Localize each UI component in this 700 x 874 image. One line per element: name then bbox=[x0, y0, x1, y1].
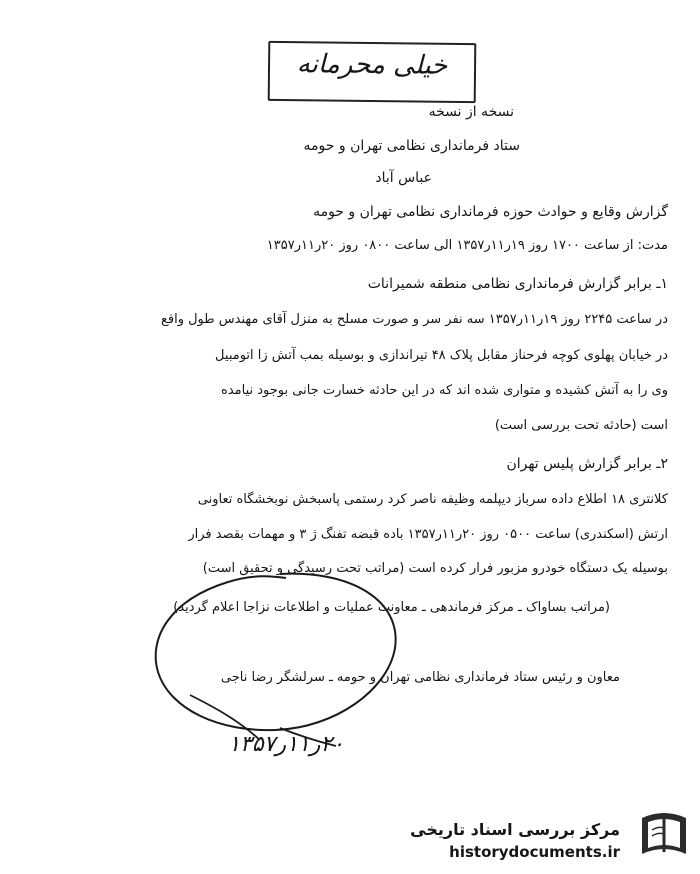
book-logo-icon bbox=[636, 808, 692, 864]
section-2-line: کلانتری ۱۸ اطلاع داده سرباز دیپلمه وظیفه ناصر کرد رستمی پاسبخش نوبخشگاه تعاونی bbox=[197, 492, 668, 507]
section-1-line: است (حادثه تحت بررسی است) bbox=[494, 418, 668, 433]
section-1-line: در ساعت ۲۲۴۵ روز ۱۹ر۱۱ر۱۳۵۷ سه نفر سر و صورت مسلح به منزل آقای مهندس طول واقع bbox=[160, 312, 668, 327]
classification-stamp bbox=[268, 41, 477, 103]
section-2-title: ۲ـ برابر گزارش پلیس تهران bbox=[506, 456, 668, 472]
classification-text: خیلی محرمانه bbox=[296, 49, 448, 81]
section-1-line: در خیابان پهلوی کوچه فرحناز مقابل پلاک ۴۸ تیراندازی و بوسیله بمب آتش زا اتومبیل bbox=[215, 348, 668, 363]
section-2-line: بوسیله یک دستگاه خودرو مزبور فرار کرده است (مراتب تحت رسیدگی و تحقیق است) bbox=[202, 561, 668, 576]
signature-scribble bbox=[130, 560, 430, 750]
brand-url: historydocuments.ir bbox=[449, 843, 620, 861]
subject-line: گزارش وقایع و حوادث حوزه فرمانداری نظامی تهران و حومه bbox=[313, 204, 668, 220]
signature-line: معاون و رئیس ستاد فرمانداری نظامی تهران و حومه ـ سرلشگر رضا ناجی bbox=[220, 670, 620, 685]
section-2-line: ارتش (اسکندری) ساعت ۰۵۰۰ روز ۲۰ر۱۱ر۱۳۵۷ باده قبضه تفنگ ژ ۳ و مهمات بقصد فرار bbox=[188, 527, 668, 542]
section-1-line: وی را به آتش کشیده و متواری شده اند که در این حادثه خسارت جانی بوجود نیامده bbox=[221, 383, 668, 398]
period-line: مدت: از ساعت ۱۷۰۰ روز ۱۹ر۱۱ر۱۳۵۷ الی ساعت ۰۸۰۰ روز ۲۰ر۱۱ر۱۳۵۷ bbox=[266, 238, 668, 253]
addressee-line: عباس آباد bbox=[375, 170, 432, 186]
copy-line: نسخه از نسخه bbox=[428, 104, 514, 120]
section-1-title: ۱ـ برابر گزارش فرمانداری نظامی منطقه شمیرانات bbox=[367, 276, 668, 292]
notification-note: (مراتب بساواک ـ مرکز فرماندهی ـ معاونت عملیات و اطلاعات نزاجا اعلام گردید) bbox=[173, 600, 610, 615]
handwritten-date: ۲۰ر۱۱ر۱۳۵۷ bbox=[228, 732, 344, 757]
brand-title: مرکز بررسی اسناد تاریخی bbox=[410, 820, 620, 839]
recipient-line: ستاد فرمانداری نظامی تهران و حومه bbox=[303, 138, 520, 154]
